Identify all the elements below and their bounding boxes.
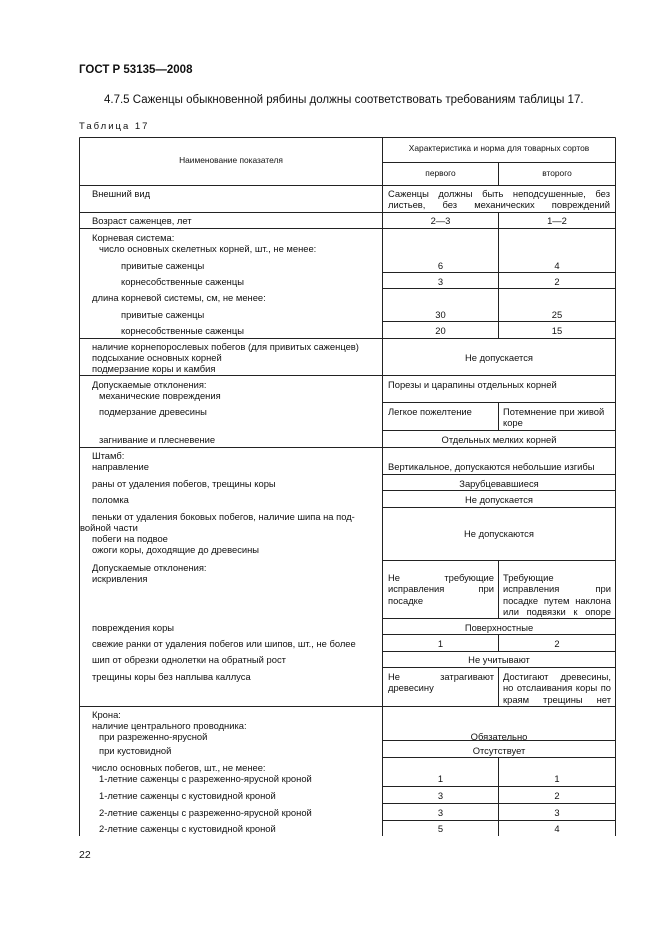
cell-value: Не допускаются [464, 528, 534, 539]
row-label: 1-летние саженцы с разреженно-ярусной кроной [99, 773, 312, 784]
row-label: подмерзание коры и камбия [92, 363, 216, 374]
cell-first: 3 [437, 276, 444, 287]
cell-second: 25 [551, 309, 563, 320]
row-label: повреждения коры [92, 622, 175, 633]
cell-value: Обязательно [470, 731, 528, 742]
row-label: при кустовидной [99, 745, 172, 756]
cell-first: 1 [437, 773, 444, 784]
row-label: при разреженно-ярусной [99, 731, 208, 742]
page-number: 22 [79, 849, 91, 861]
cell-first: 5 [437, 823, 444, 834]
row-label: Допускаемые отклонения: [92, 562, 207, 573]
row-label: число основных побегов, шт., не менее: [92, 762, 266, 773]
cell-first: 1 [437, 638, 444, 649]
row-label: поломка [92, 494, 129, 505]
cell-first: Не затрагивают древесину [388, 671, 494, 694]
cell-second: Требующие исправления при посадке путем наклона или подвязки к опоре [503, 572, 611, 618]
row-label: побеги на подвое [92, 533, 168, 544]
row-label: Корневая система: [92, 232, 175, 243]
row-label: трещины коры без наплыва каллуса [92, 671, 251, 682]
cell-first: Не требующие исправления при посадке [388, 572, 494, 606]
document-header: ГОСТ Р 53135—2008 [79, 64, 193, 76]
cell-value: Отдельных мелких корней [441, 434, 557, 445]
row-label: подсыхание основных корней [92, 352, 222, 363]
cell-first: Легкое пожелтение [388, 406, 472, 417]
row-label: подмерзание древесины [99, 406, 207, 417]
row-label: корнесобственные саженцы [121, 276, 244, 287]
row-label: число основных скелетных корней, шт., не менее: [99, 243, 317, 254]
cell-second: 2 [554, 276, 560, 287]
cell-second: 2 [554, 638, 560, 649]
row-label: пеньки от удаления боковых побегов, наличие шипа на под- [92, 511, 355, 522]
row-label: корнесобственные саженцы [121, 325, 244, 336]
cell-first: 20 [435, 325, 446, 336]
row-label: Внешний вид [92, 188, 151, 199]
row-label: шип от обрезки однолетки на обратный рост [92, 654, 286, 665]
col-header-name: Наименование показателя [179, 155, 283, 165]
row-label: 2-летние саженцы с разреженно-ярусной кроной [99, 807, 312, 818]
row-label: привитые саженцы [121, 309, 205, 320]
cell-second: 15 [551, 325, 563, 336]
row-label: ожоги коры, доходящие до древесины [92, 544, 260, 555]
col-header-group: Характеристика и норма для товарных сортов [408, 143, 590, 153]
cell-value: Саженцы должны быть неподсушенные, без листьев, без механических повреждений [388, 188, 610, 211]
row-label: длина корневой системы, см, не менее: [92, 292, 266, 303]
cell-first: 6 [437, 260, 444, 271]
row-label: механические повреждения [99, 390, 221, 401]
row-label: 2-летние саженцы с кустовидной кроной [99, 823, 276, 834]
row-label: раны от удаления побегов, трещины коры [92, 478, 276, 489]
cell-second: 4 [554, 260, 560, 271]
cell-second: 1 [554, 773, 560, 784]
cell-second: 3 [554, 807, 560, 818]
col-header-first: первого [425, 168, 456, 178]
cell-second: 1—2 [547, 215, 567, 226]
row-label: привитые саженцы [121, 260, 205, 271]
intro-paragraph: 4.7.5 Саженцы обыкновенной рябины должны соответствовать требованиям таблицы 17. [104, 94, 584, 106]
table-caption: Таблица 17 [79, 121, 150, 132]
row-label: 1-летние саженцы с кустовидной кроной [99, 790, 276, 801]
row-label: войной части [80, 522, 138, 533]
cell-first: 2—3 [430, 215, 451, 226]
col-header-second: второго [542, 168, 572, 178]
cell-first: 3 [437, 807, 444, 818]
cell-second: 2 [554, 790, 560, 801]
cell-first: 3 [437, 790, 444, 801]
cell-value: Не допускается [465, 352, 533, 363]
row-label: направление [92, 461, 149, 472]
row-label: загнивание и плесневение [99, 434, 216, 445]
cell-second: Потемнение при живой коре [503, 406, 605, 429]
cell-value: Поверхностные [464, 622, 534, 633]
row-label: Допускаемые отклонения: [92, 379, 207, 390]
cell-value: Порезы и царапины отдельных корней [388, 379, 557, 390]
cell-value: Отсутствует [472, 745, 526, 756]
row-label: Штамб: [92, 450, 125, 461]
row-label: свежие ранки от удаления побегов или шипов, шт., не более [92, 638, 356, 649]
cell-second: 4 [554, 823, 560, 834]
cell-value: Зарубцевавшиеся [459, 478, 539, 489]
cell-value: Вертикальное, допускаются небольшие изгибы [388, 461, 595, 472]
row-label: искривления [92, 573, 148, 584]
cell-value: Не допускается [465, 494, 533, 505]
cell-value: Не учитывают [468, 654, 530, 665]
cell-first: 30 [435, 309, 446, 320]
row-label: Возраст саженцев, лет [92, 215, 192, 226]
row-label: Крона: [92, 709, 121, 720]
row-label: наличие корнепорослевых побегов (для привитых саженцев) [92, 341, 359, 352]
cell-second: Достигают древесины, но отслаивания коры по краям трещины нет [503, 671, 611, 705]
row-label: наличие центрального проводника: [92, 720, 247, 731]
